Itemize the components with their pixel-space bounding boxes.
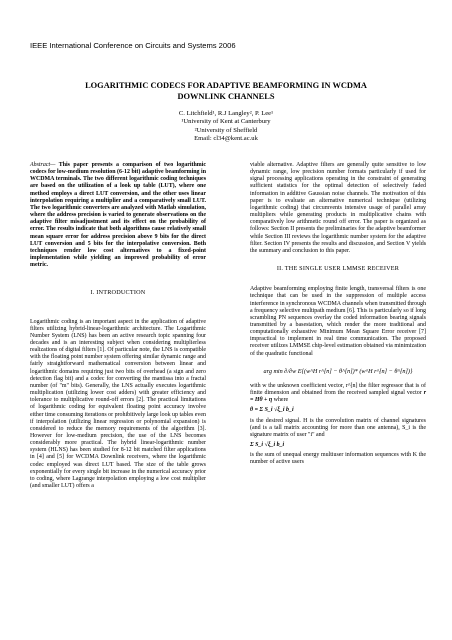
equation-received: r = Hθ + η xyxy=(250,390,426,404)
authors: C. Litchfield¹, R.J Langley², P. Lee¹ xyxy=(178,110,274,117)
left-column xyxy=(30,162,206,490)
affiliation-2: ²University of Sheffield xyxy=(194,126,258,134)
title-line-2: DOWNLINK CHANNELS xyxy=(177,92,275,101)
abstract xyxy=(30,162,206,269)
abstract-text: This paper presents a comparison of two logarithmic codecs for low-medium resolution (6-12 bit) adaptive beamforming in WCDMA terminals. The two different logarithmic coding techniques are based on the utilization of a look up table (LUT), where one method employs a direct LUT conversion, and the other uses linear interpolation requiring a multiplier and a comparatively small LUT. The two logarithmic converters are analyzed with Matlab simulation, where the address precision is varied to generate observations on the adaptive filter misadjustment and its effect on the probability of error. The results indicate that both algorithms cause relatively small mean square error for address precision above 9 bits for the direct LUT conversion and 5 bits for the interpolative conversion. Both techniques render low cost alternatives to a fixed-point implementation while yielding an improved probability of error metric. xyxy=(30,162,206,269)
text-desired-signal: is the desired signal. H is the convolution matrix of channel signatures (and is a tall matrix accounting for more than one antenna), S_i is the signature matrix of user "i" and xyxy=(250,417,426,438)
equation-sum: Σ S_i √ξ_i b_i xyxy=(250,442,285,448)
equation-theta: θ = Σ S_i √ξ_i b_i xyxy=(250,407,294,414)
section-2-heading: II. THE SINGLE USER LMMSE RECEIVER xyxy=(276,265,400,273)
affiliation-1: ¹University of Kent at Canterbury xyxy=(181,118,271,126)
section-2-text: Adaptive beamforming employing finite length, transversal filters is one technique that can be used in the suppression of multiple access interference in synchronous WCDMA channels when transmitted through a frequency selective multipath medium [6]. This is particularly so if long scrambling PN sequences overlay the coded information bearing signals transmitted by a basestation, which render the more traditional and computationally exhaustive Minimum Mean Square Error receiver [7] impractical to implement in real time communication. The proposed receiver utilizes LMMSE chip-level estimation obtained via minimization of the quadratic functional xyxy=(250,286,426,357)
introduction-text: Logarithmic coding is an important aspect in the application of adaptive filters utilizing hybrid-linear-logarithmic architecture. The Logarithmic Number System (LNS) has been an active research topic spanning four decades and is an interesting subject when considering multiplierless realizations of digital filters [1]. Of particular note, the LNS is compatible with the floating point number system offering similar dynamic range and fairly straightforward mathematical conversion between linear and logarithmic domains requiring just two bits of overhead (a sign and zero detection flag bit) and a codec for converting the mantissa into a fractal number (of "m" bits). Generally, the LNS actually executes logarithmic multiplication (utilizing lower cost adders) with greater efficiency and tolerance to multiplicative round-off errors [2]. The practical limitations of logarithmic coding for equivalent floating point accuracy involve either time consuming iterations or prohibitively large look up tables even if interpolation (utilizing linear regression or polynomial expansion) is considered to reduce the memory requirements of the algorithm [3]. However for low-medium precision, the use of the LNS becomes considerably more practical. The hybrid linear-logarithmic number system (HLNS) has been studied for 8-12 bit matched filter applications in [4] and [5] for WCDMA Downlink receivers, where the logarithmic codec employed was direct LUT based. The size of the table grows exponentially for every single bit increase in the numerical accuracy prior to coding, where Lagrange interpolation employing a low cost multiplier (and smaller LUT) offers a xyxy=(30,318,206,490)
right-column xyxy=(250,162,426,466)
equation-main: arg min ∂/∂w E{(w^H r^[n] − θ^[n])* (w^H r^[n] − θ^[n])} xyxy=(263,367,413,375)
title-line-1: LOGARITHMIC CODECS FOR ADAPTIVE BEAMFORMING IN WCDMA xyxy=(85,81,367,90)
email: Email: cl34@kent.ac.uk xyxy=(194,135,258,143)
author-block xyxy=(0,110,452,144)
text-with-w: with w the unknown coefficient vector, r^[n] the filter regressor that is of finite dimension and obtained from the received sampled signal vector xyxy=(250,382,426,397)
intro-continuation: viable alternative. Adaptive filters are generally quite sensitive to low dynamic range, low precision number formats particularly if used for signal processing applications operating in the constraint of generating sufficient statistics for the optimal detection of selectively faded information in additive Gaussian noise channels. The motivation of this paper is to evaluate an alternative numerical technique (utilizing logarithmic coding) that circumvents intensive usage of parallel array multipliers while generating products in multiplicative chains with comparatively low arithmetic round off error. The paper is organized as follows: Section II presents the preliminaries for the adaptive beamformer while Section III reviews the logarithmic number system for the adaptive filter. Section IV presents the results and discussion, and Section V yields the summary and conclusion to this paper. xyxy=(250,162,426,254)
text-where: where xyxy=(273,397,289,404)
conference-header: IEEE International Conference on Circuits and Systems 2006 xyxy=(30,41,236,50)
paper-title xyxy=(0,80,452,102)
section-1-heading: I. INTRODUCTION xyxy=(90,289,146,297)
section-2-text-cont xyxy=(250,383,426,467)
abstract-lead: Abstract— xyxy=(30,162,56,168)
text-information: is the sum of unequal energy multiuser information sequences with K the number of active users xyxy=(250,452,426,466)
